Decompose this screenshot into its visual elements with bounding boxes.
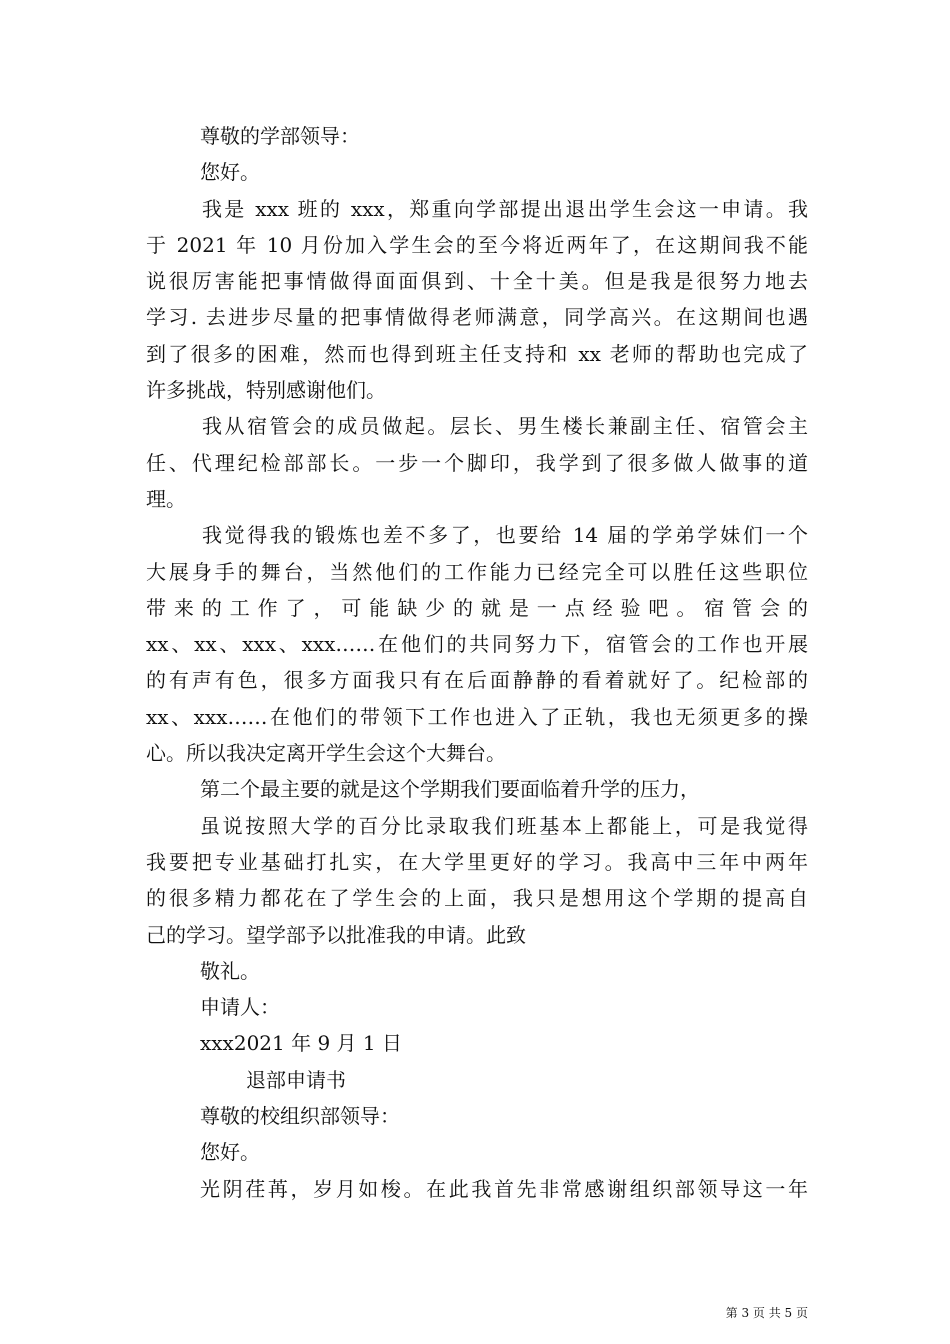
paragraph-line: 虽说按照大学的百分比录取我们班基本上都能上，可是我觉得: [200, 813, 808, 838]
paragraph-line: 理。: [146, 486, 186, 511]
section-title: 退部申请书: [246, 1067, 346, 1092]
paragraph-line: 第二个最主要的就是这个学期我们要面临着升学的压力，: [200, 777, 700, 802]
signature-date-line: xxx2021 年 9 月 1 日: [200, 1031, 402, 1056]
paragraph-line: 学习. 去进步尽量的把事情做得老师满意，同学高兴。在这期间也遇: [146, 305, 808, 330]
greeting-line: 您好。: [200, 1140, 260, 1165]
paragraph-line: 带来的工作了，可能缺少的就是一点经验吧。宿管会的: [146, 595, 808, 620]
paragraph-line: 己的学习。望学部予以批准我的申请。此致: [146, 922, 526, 947]
paragraph-line: 于 2021 年 10 月份加入学生会的至今将近两年了，在这期间我不能: [146, 232, 808, 257]
paragraph-line: xx、xxx……在他们的带领下工作也进入了正轨，我也无须更多的操: [146, 704, 808, 729]
paragraph-line: 我从宿管会的成员做起。层长、男生楼长兼副主任、宿管会主: [202, 414, 808, 439]
paragraph-line: 到了很多的困难，然而也得到班主任支持和 xx 老师的帮助也完成了: [146, 341, 808, 366]
salutation-line: 尊敬的学部领导：: [200, 124, 360, 148]
document-body: [146, 118, 808, 1207]
salutation-line: 尊敬的校组织部领导：: [200, 1104, 400, 1129]
paragraph-line: 光阴荏苒，岁月如梭。在此我首先非常感谢组织部领导这一年: [200, 1176, 808, 1201]
paragraph-line: 我是 xxx 班的 xxx，郑重向学部提出退出学生会这一申请。我: [202, 196, 808, 221]
paragraph-line: 心。所以我决定离开学生会这个大舞台。: [146, 741, 506, 766]
paragraph-line: 的很多精力都花在了学生会的上面，我只是想用这个学期的提高自: [146, 886, 808, 911]
paragraph-line: 任、代理纪检部部长。一步一个脚印，我学到了很多做人做事的道: [146, 450, 808, 475]
paragraph-line: 许多挑战，特别感谢他们。: [146, 378, 386, 403]
paragraph-line: 说很厉害能把事情做得面面俱到、十全十美。但是我是很努力地去: [146, 269, 808, 294]
paragraph-line: 我要把专业基础打扎实，在大学里更好的学习。我高中三年中两年: [146, 849, 808, 874]
greeting-line: 您好。: [200, 160, 260, 185]
closing-line: 敬礼。: [200, 958, 260, 983]
paragraph-line: 我觉得我的锻炼也差不多了，也要给 14 届的学弟学妹们一个: [202, 523, 808, 548]
paragraph-line: 的有声有色，很多方面我只有在后面静静的看着就好了。纪检部的: [146, 668, 808, 693]
applicant-line: 申请人：: [200, 995, 280, 1020]
paragraph-line: 大展身手的舞台，当然他们的工作能力已经完全可以胜任这些职位: [146, 559, 808, 584]
page-number: 第 3 页 共 5 页: [725, 1306, 808, 1320]
paragraph-line: xx、xx、xxx、xxx……在他们的共同努力下，宿管会的工作也开展: [146, 632, 808, 657]
